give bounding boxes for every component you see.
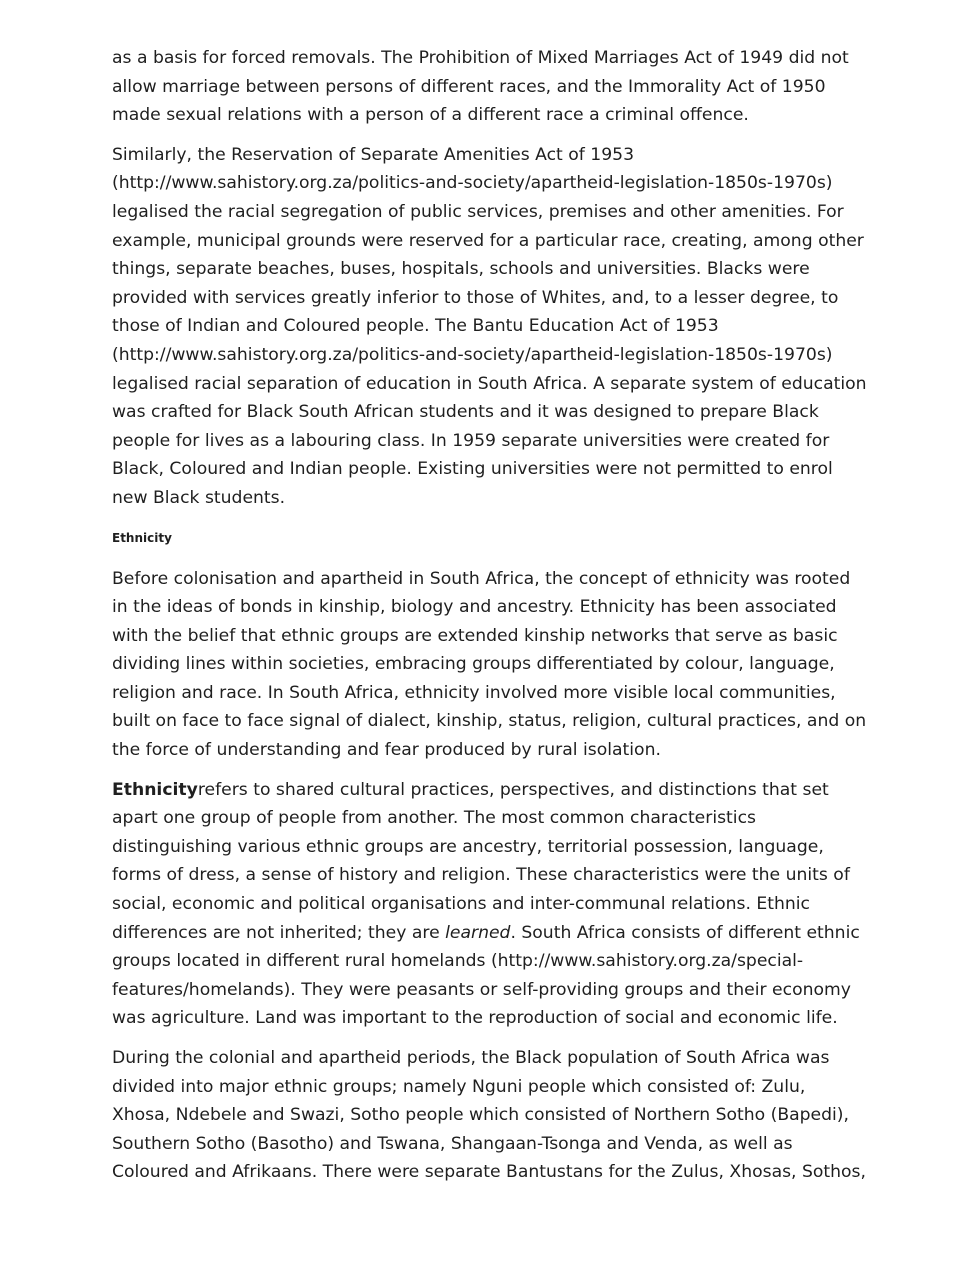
paragraph-ethnicity-definition [112, 776, 868, 1033]
learned-emphasis: learned [445, 922, 511, 943]
document-page [112, 44, 868, 1198]
paragraph-ethnic-groups: During the colonial and apartheid periods, the Black population of South Africa was divided into major ethnic groups; namely Nguni people which consisted of: Zulu, Xhosa, Ndebele and Swazi, Sotho people which consisted of Northern Sotho (Bapedi), Southern Sotho (Basotho) and Tswana, Shangaan-Tsonga and Venda, as well as Coloured and Afrikaans. There were separate Bantustans for the Zulus, Xhosas, Sothos, [112, 1048, 866, 1183]
ethnicity-term: Ethnicity [112, 779, 198, 800]
paragraph-ethnicity-origins: Before colonisation and apartheid in South Africa, the concept of ethnicity was rooted in the ideas of bonds in kinship, biology and ancestry. Ethnicity has been associated with the belief that ethnic groups are extended kinship networks that serve as basic dividing lines within societies, embracing groups differentiated by colour, language, religion and race. In South Africa, ethnicity involved more visible local communities, built on face to face signal of dialect, kinship, status, religion, cultural practices, and on the force of understanding and fear produced by rural isolation. [112, 568, 867, 761]
ethnicity-definition-text-2: . South Africa consists of different ethnic groups located in different rural homelands (http://www.sahistory.org.za/special-features/homelands). They were peasants or self-providing groups and their economy was agriculture. Land was important to the reproduction of social and economic life. [112, 922, 860, 1029]
paragraph-separate-amenities: Similarly, the Reservation of Separate Amenities Act of 1953 (http://www.sahistory.org.za/politics-and-society/apartheid-legislation-1850s-1970s) legalised the racial segregation of public services, premises and other amenities. For example, municipal grounds were reserved for a particular race, creating, among other things, separate beaches, buses, hospitals, schools and universities. Blacks were provided with services greatly inferior to those of Whites, and, to a lesser degree, to those of Indian and Coloured people. The Bantu Education Act of 1953 (http://www.sahistory.org.za/politics-and-society/apartheid-legislation-1850s-1970s) legalised racial separation of education in South Africa. A separate system of education was crafted for Black South African students and it was designed to prepare Black people for lives as a labouring class. In 1959 separate universities were created for Black, Coloured and Indian people. Existing universities were not permitted to enrol new Black students. [112, 144, 867, 508]
ethnicity-definition-text-1: refers to shared cultural practices, perspectives, and distinctions that set apart one group of people from another. The most common characteristics distinguishing various ethnic groups are ancestry, territorial possession, language, forms of dress, a sense of history and religion. These characteristics were the units of social, economic and political organisations and inter-communal relations. Ethnic differences are not inherited; they are [112, 779, 850, 943]
section-heading-ethnicity: Ethnicity [112, 530, 172, 545]
paragraph-marriage-acts: as a basis for forced removals. The Prohibition of Mixed Marriages Act of 1949 did not allow marriage between persons of different races, and the Immorality Act of 1950 made sexual relations with a person of a different race a criminal offence. [112, 48, 849, 126]
